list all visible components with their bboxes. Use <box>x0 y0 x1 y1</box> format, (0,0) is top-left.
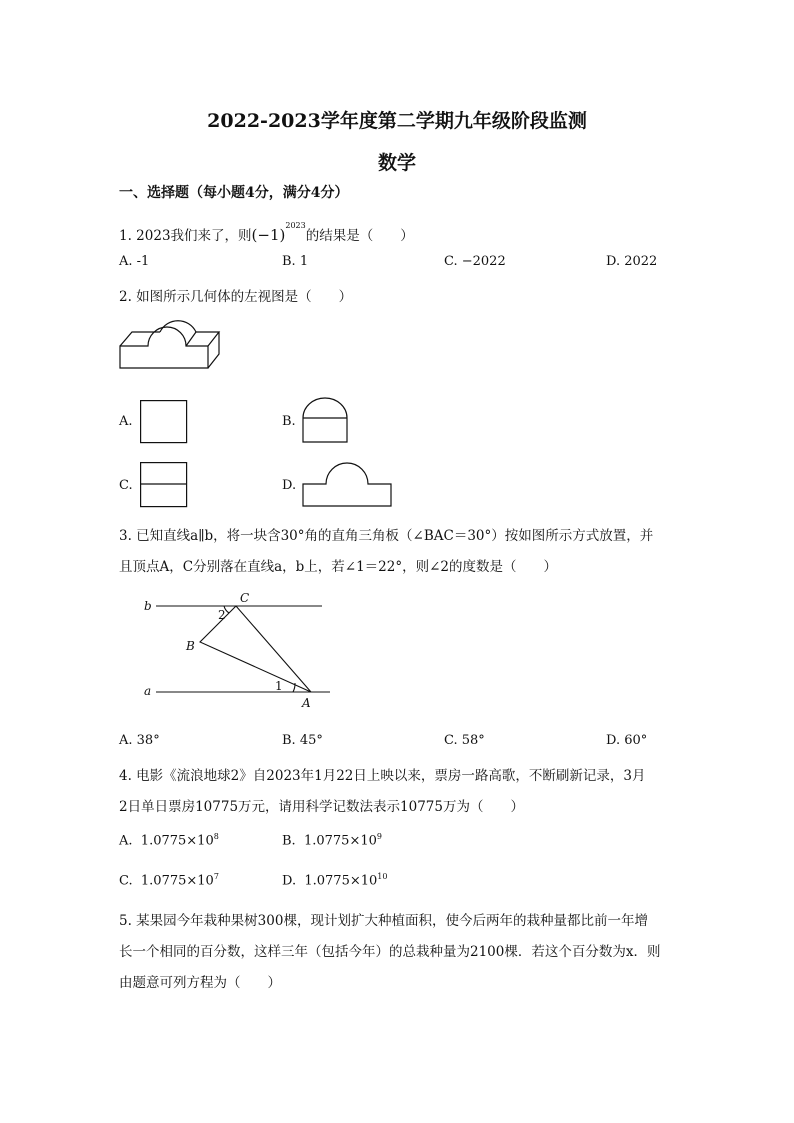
q1-expression: $(-1)^{2023}$ <box>251 221 306 244</box>
q3-option-d[interactable]: D. 60° <box>606 733 648 748</box>
right-triangle <box>200 606 311 692</box>
q1-option-b[interactable]: B. 1 <box>282 254 309 269</box>
label-a: a <box>144 684 152 698</box>
question-3-stem-line-2: 且顶点A，C分别落在直线a，b上，若∠1＝22°，则∠2的度数是（ ） <box>119 559 557 575</box>
q1-option-c[interactable]: C. −2022 <box>444 254 506 269</box>
question-5-stem-line-3: 由题意可列方程为（ ） <box>119 975 281 991</box>
q3-option-c[interactable]: C. 58° <box>444 733 485 748</box>
question-3-stem-line-1: 3. 已知直线a∥b，将一块含30°角的直角三角板（∠BAC＝30°）按如图所示方式放置，并 <box>119 528 654 544</box>
question-4-stem-line-2: 2日单日票房10775万元，请用科学记数法表示10775万为（ ） <box>119 799 524 815</box>
q4-option-d[interactable]: D. $1.0775\times 10^{10}$ <box>282 872 388 889</box>
q2-option-c-label[interactable]: C. <box>119 478 133 493</box>
label-A: A <box>302 696 311 710</box>
label-angle-2: 2 <box>218 608 226 622</box>
label-angle-1: 1 <box>275 679 283 693</box>
q1-stem-b: 的结果是（ ） <box>305 228 414 244</box>
page-title: 2022-2023学年度第二学期九年级阶段监测 <box>207 110 587 132</box>
section-heading: 一、选择题（每小题4分，满分4分） <box>119 185 349 201</box>
label-b: b <box>144 599 152 613</box>
q2-option-d-label[interactable]: D. <box>282 478 297 493</box>
label-C: C <box>240 591 250 605</box>
q1-option-a[interactable]: A. -1 <box>119 254 150 269</box>
question-2-stem: 2. 如图所示几何体的左视图是（ ） <box>119 289 353 305</box>
q2-option-a-label[interactable]: A. <box>119 414 133 429</box>
question-5-stem-line-1: 5. 某果园今年栽种果树300棵，现计划扩大种植面积，使今后两年的栽种量都比前一年增 <box>119 913 648 929</box>
q2-option-b-label[interactable]: B. <box>282 414 296 429</box>
q1-option-d[interactable]: D. 2022 <box>606 254 658 269</box>
q4-option-b[interactable]: B. $1.0775\times 10^9$ <box>282 832 382 849</box>
q4-option-c[interactable]: C. $1.0775\times 10^7$ <box>119 872 219 889</box>
q3-option-b[interactable]: B. 45° <box>282 733 323 748</box>
label-B: B <box>186 639 195 653</box>
question-4-stem-line-1: 4. 电影《流浪地球2》自2023年1月22日上映以来，票房一路高歌，不断刷新记录，3月 <box>119 768 646 784</box>
q1-stem-a: 1. 2023我们来了，则 <box>119 228 252 244</box>
question-5-stem-line-2: 长一个相同的百分数，这样三年（包括今年）的总栽种量为2100棵．若这个百分数为x．则 <box>119 944 661 960</box>
subject-title: 数学 <box>377 152 416 174</box>
q3-option-a[interactable]: A. 38° <box>119 733 160 748</box>
q4-option-a[interactable]: A. $1.0775\times 10^8$ <box>119 832 219 849</box>
